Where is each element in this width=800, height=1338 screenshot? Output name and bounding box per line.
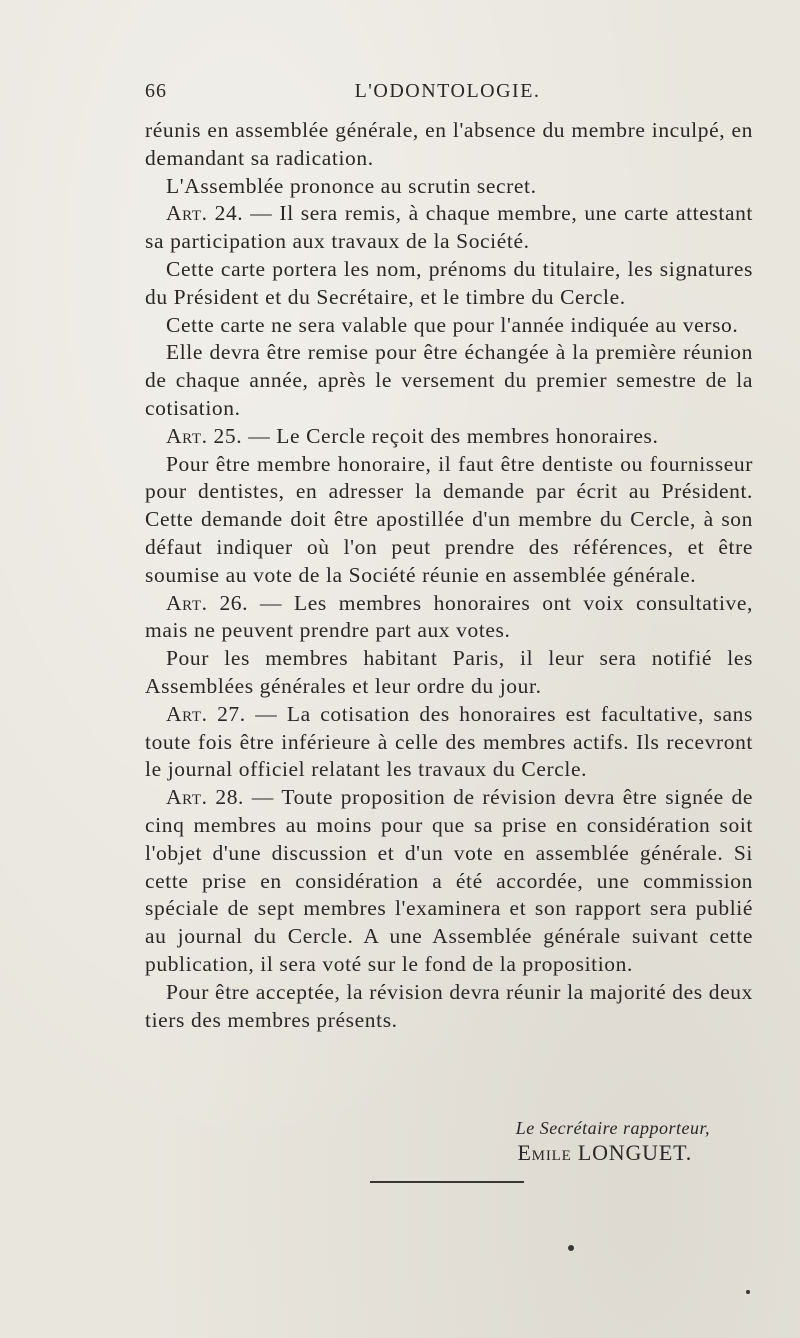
- paragraph: L'Assemblée prononce au scrutin secret.: [166, 173, 537, 198]
- article-text: — Toute proposition de révision devra être signée de cinq membres au moins pour que sa prise en considération soit l'objet d'une discussion et d'un vote en assemblée générale. Si cette prise en considération a été accordée, une commission spéciale de sept membres l'examinera et son rapport sera publié au journal du Cercle. A une Assemblée générale suivant cette publication, il sera voté sur le fond de la proposition.: [145, 785, 754, 976]
- running-title: L'ODONTOLOGIE.: [354, 80, 541, 102]
- article-number: Art. 27.: [166, 701, 246, 726]
- paragraph: Pour les membres habitant Paris, il leur sera notifié les Assemblées générales et leur ordre du jour.: [145, 646, 753, 698]
- article-number: Art. 24.: [166, 201, 244, 226]
- signature-first-name: Emile: [517, 1140, 572, 1165]
- article-paragraph: [145, 784, 753, 979]
- article-text: — Les membres honoraires ont voix consultative, mais ne peuvent prendre part aux votes.: [145, 590, 754, 643]
- paragraph: Cette carte ne sera valable que pour l'année indiquée au verso.: [166, 312, 739, 337]
- running-head: [145, 80, 750, 110]
- paragraph: Elle devra être remise pour être échangée à la première réunion de chaque année, après le versement du premier semestre de la cotisation.: [145, 340, 753, 420]
- paragraph: Cette carte portera les nom, prénoms du titulaire, les signatures du Président et du Secrétaire, et le timbre du Cercle.: [145, 256, 753, 309]
- article-paragraph: [145, 423, 753, 451]
- article-paragraph: [145, 590, 753, 646]
- signature-role: Le Secrétaire rapporteur,: [515, 1118, 710, 1138]
- article-text: — Il sera remis, à chaque membre, une carte attestant sa participation aux travaux de la Société.: [145, 201, 754, 254]
- signature-last-name: LONGUET.: [577, 1140, 692, 1165]
- article-paragraph: [145, 200, 753, 256]
- paragraph: Pour être membre honoraire, il faut être dentiste ou fournisseur pour dentistes, en adresser la demande par écrit au Président. Cette demande doit être apostillée d'un membre du Cercle, à son défaut indiquer où l'on peut prendre des références, et être soumise au vote de la Société réunie en assemblée générale.: [145, 451, 753, 587]
- article-number: Art. 28.: [166, 785, 245, 810]
- body-text: [145, 117, 753, 1034]
- article-number: Art. 25.: [166, 423, 243, 448]
- page-number: 66: [145, 80, 167, 102]
- article-text: — Le Cercle reçoit des membres honoraires.: [242, 423, 659, 448]
- signature-name: [430, 1140, 692, 1166]
- article-number: Art. 26.: [166, 590, 249, 615]
- article-text: — La cotisation des honoraires est facultative, sans toute fois être inférieure à celle des membres actifs. Ils recevront le journal officiel relatant les travaux du Cercle.: [145, 701, 753, 782]
- ink-speck: [568, 1245, 574, 1251]
- article-paragraph: [145, 701, 753, 784]
- end-rule: [370, 1181, 524, 1183]
- paragraph: réunis en assemblée générale, en l'absence du membre inculpé, en demandant sa radication.: [145, 118, 753, 170]
- ink-speck: [746, 1290, 750, 1294]
- paragraph: Pour être acceptée, la révision devra réunir la majorité des deux tiers des membres présents.: [145, 979, 753, 1032]
